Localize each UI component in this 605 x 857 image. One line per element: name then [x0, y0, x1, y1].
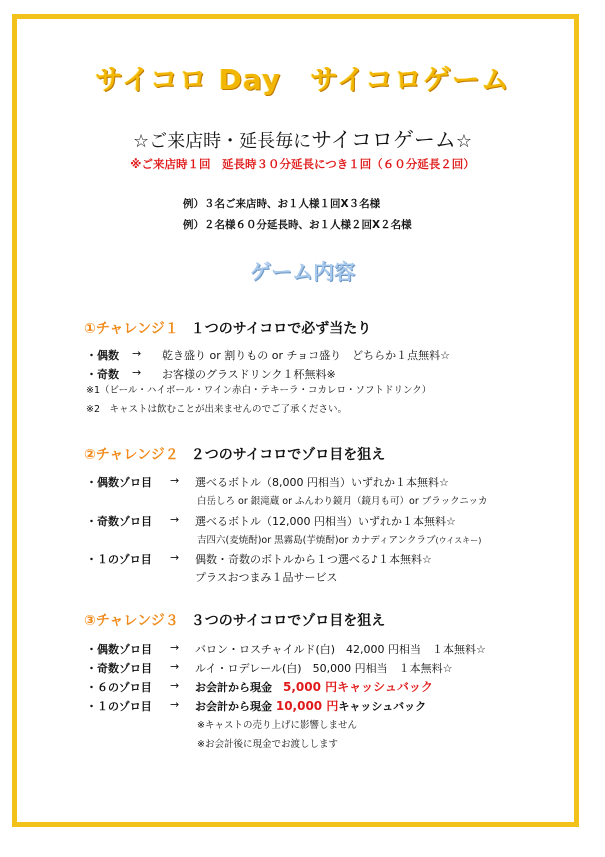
c2-arrow-2: →	[170, 513, 180, 526]
c1-text-2: お客様のグラスドリンク１杯無料※	[162, 368, 336, 381]
subtitle-prefix: ☆ご来店時・延長毎に	[133, 131, 312, 152]
c3-note-1: ※キャストの売り上げに影響しません	[197, 720, 357, 731]
subtitle	[0, 124, 605, 154]
c1-text-1: 乾き盛り or 割りもの or チョコ盛り どちらか１点無料☆	[162, 349, 451, 362]
example-1: 例）３名ご来店時、お１人様１回X３名様	[183, 198, 381, 210]
c3-arrow-3: →	[170, 679, 180, 692]
challenge-2-desc: ２つのサイコロでゾロ目を狙え	[190, 447, 386, 463]
c3-r4-key: ・１のゾロ目	[86, 700, 152, 713]
c2-arrow-3: →	[170, 551, 180, 564]
challenge-1-label: ①チャレンジ１	[84, 321, 179, 337]
challenge-3-label: ③チャレンジ３	[84, 613, 179, 629]
page-title: サイコロ Day サイコロゲーム	[94, 63, 511, 96]
c1-row-odd: ・奇数	[86, 368, 119, 381]
c2-one-text: 偶数・奇数のボトルから１つ選べる♪１本無料☆	[195, 553, 432, 566]
c1-arrow-1: →	[132, 347, 142, 360]
c3-r1-key: ・偶数ゾロ目	[86, 643, 152, 656]
challenge-3-heading	[84, 610, 385, 630]
c1-arrow-2: →	[132, 366, 142, 379]
c3-r4-amount: 10,000 円	[275, 699, 339, 713]
c3-r1-text: バロン・ロスチャイルド(白) 42,000 円相当 １本無料☆	[195, 643, 486, 656]
challenge-2-heading	[84, 444, 385, 464]
game-heading: ゲーム内容	[250, 260, 355, 284]
c3-note-2: ※お会計後に現金でお渡しします	[197, 739, 338, 750]
subtitle-suffix: ☆	[455, 131, 472, 152]
c3-r4-text: お会計から現金 10,000 円キャッシュバック	[195, 699, 427, 713]
challenge-3-desc: ３つのサイコロでゾロ目を狙え	[190, 613, 386, 629]
c2-odd-key: ・奇数ゾロ目	[86, 515, 152, 528]
c2-one-sub: プラスおつまみ１品サービス	[195, 571, 338, 584]
c2-odd-sub: 吉四六(麦焼酎)or 黒霧島(芋焼酎)or カナディアンクラブ(ウイスキー)	[197, 535, 482, 546]
subtitle-main: サイコロゲーム	[311, 128, 456, 152]
c3-arrow-4: →	[170, 698, 180, 711]
c1-note-2: ※2 キャストは飲むことが出来ませんのでご了承ください。	[86, 404, 348, 415]
c3-r3-amount: 5,000 円	[283, 680, 338, 694]
c3-arrow-1: →	[170, 641, 180, 654]
c1-note-1: ※1（ビール・ハイボール・ワイン赤白・テキーラ・コカレロ・ソフトドリンク）	[86, 385, 432, 396]
c3-r3-key: ・６のゾロ目	[86, 681, 152, 694]
challenge-2-label: ②チャレンジ２	[84, 447, 179, 463]
rule-note: ※ご来店時１回 延長時３０分延長につき１回（６０分延長２回）	[130, 157, 475, 171]
c1-row-even: ・偶数	[86, 349, 119, 362]
c3-r2-text: ルイ・ロデレール(白) 50,000 円相当 １本無料☆	[195, 662, 453, 675]
challenge-1-heading	[84, 318, 371, 338]
c2-one-key: ・１のゾロ目	[86, 553, 152, 566]
c3-r3-text: お会計から現金 5,000 円キャッシュバック	[195, 680, 433, 694]
challenge-1-desc: １つのサイコロで必ず当たり	[190, 321, 372, 337]
c2-odd-text: 選べるボトル（12,000 円相当）いずれか１本無料☆	[195, 515, 456, 528]
c2-arrow-1: →	[170, 474, 180, 487]
c2-even-sub: 白岳しろ or 銀滝蔵 or ふんわり鏡月（鏡月も可）or ブラックニッカ	[197, 496, 488, 507]
c3-r2-key: ・奇数ゾロ目	[86, 662, 152, 675]
c3-arrow-2: →	[170, 660, 180, 673]
example-2: 例）２名様６０分延長時、お１人様２回X２名様	[183, 219, 412, 231]
c2-even-key: ・偶数ゾロ目	[86, 476, 152, 489]
c2-even-text: 選べるボトル（8,000 円相当）いずれか１本無料☆	[195, 476, 449, 489]
